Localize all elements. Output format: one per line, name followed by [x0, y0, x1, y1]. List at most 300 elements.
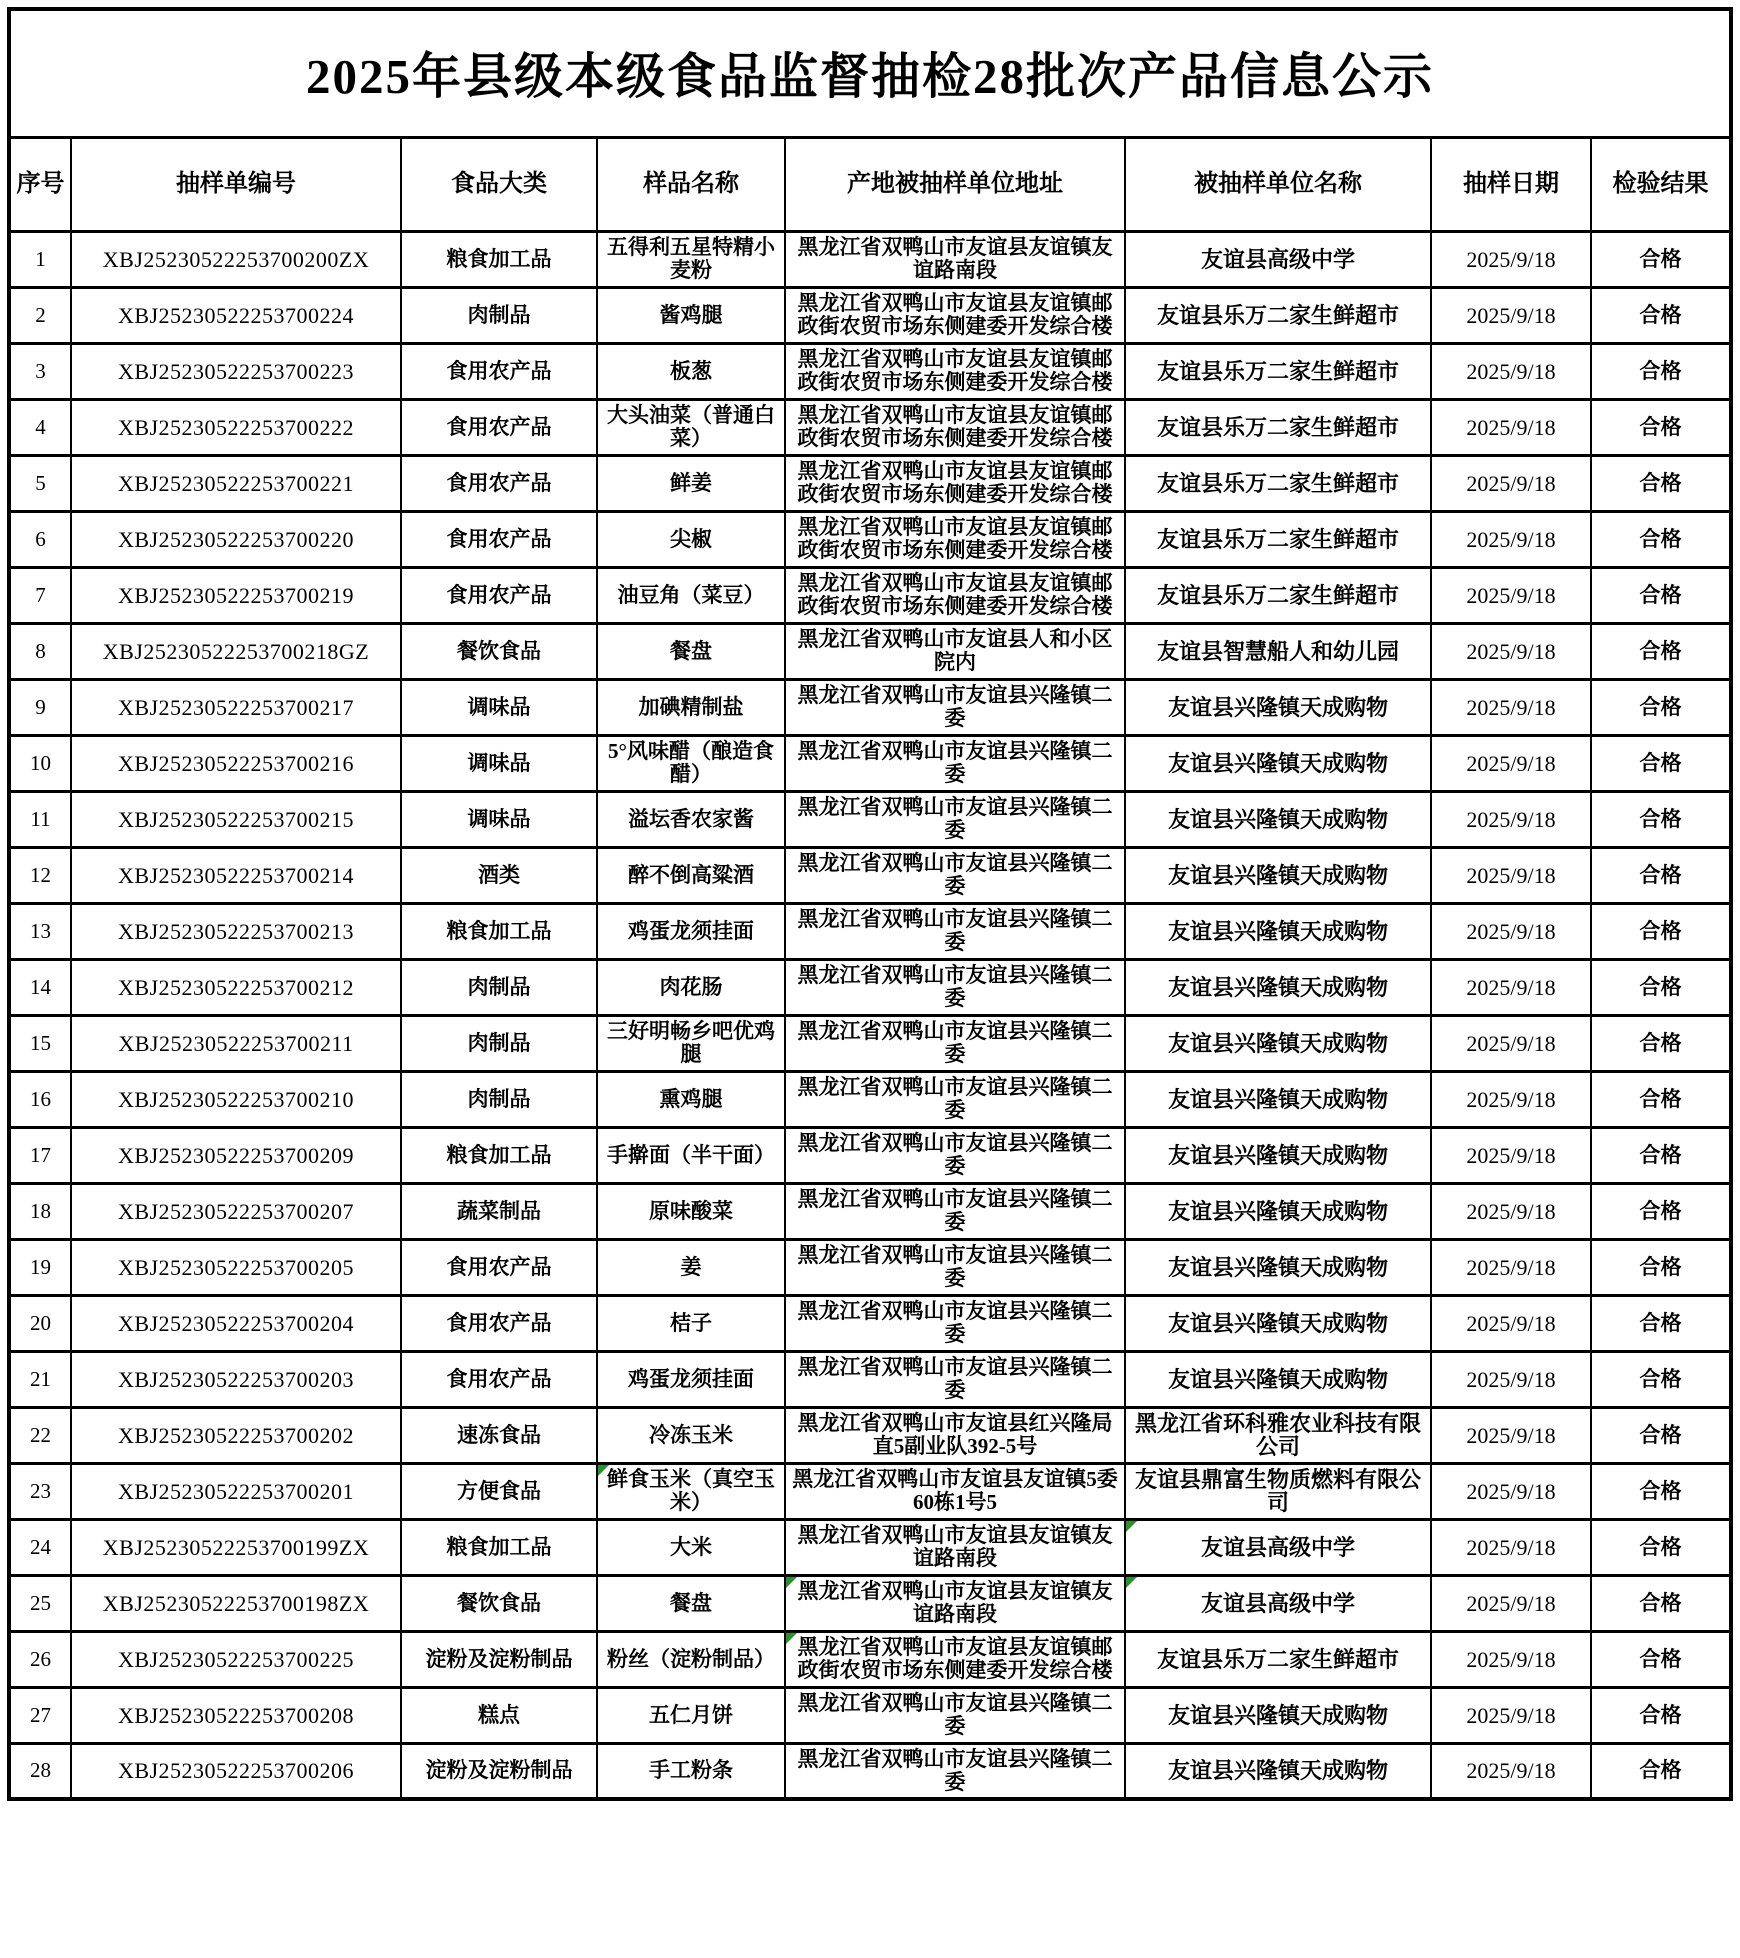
cell-unit-name [1125, 1743, 1431, 1799]
cell-date [1431, 1127, 1591, 1183]
cell-category [401, 1127, 597, 1183]
cell-text-date: 2025/9/18 [1466, 694, 1556, 720]
cell-text-category: 肉制品 [467, 302, 531, 327]
cell-unit-name [1125, 455, 1431, 511]
comment-marker-icon [786, 1633, 797, 1644]
cell-address [785, 735, 1125, 791]
cell-unit-name [1125, 903, 1431, 959]
table-row [9, 1463, 1731, 1519]
cell-text-address: 黑龙江省双鸭山市友谊县兴隆镇二委 [797, 1075, 1113, 1122]
cell-text-unit: 友谊县鼎富生物质燃料有限公司 [1134, 1467, 1421, 1515]
cell-text-name: 粉丝（淀粉制品） [607, 1646, 775, 1671]
cell-text-sample_id: XBJ25230522253700207 [117, 1198, 355, 1224]
cell-sample-name [597, 1463, 785, 1519]
cell-address [785, 903, 1125, 959]
cell-category [401, 1239, 597, 1295]
cell-text-category: 食用农产品 [446, 358, 552, 383]
cell-result [1591, 1127, 1731, 1183]
cell-text-date: 2025/9/18 [1466, 1366, 1556, 1392]
cell-text-result: 合格 [1639, 1198, 1682, 1223]
cell-text-result: 合格 [1639, 1646, 1682, 1671]
cell-text-no: 9 [35, 694, 46, 719]
cell-text-date: 2025/9/18 [1466, 246, 1556, 272]
cell-text-address: 黑龙江省双鸭山市友谊县兴隆镇二委 [797, 907, 1113, 954]
cell-unit-name [1125, 1071, 1431, 1127]
cell-address [785, 1463, 1125, 1519]
cell-text-category: 肉制品 [467, 974, 531, 999]
cell-text-date: 2025/9/18 [1466, 1702, 1556, 1728]
cell-unit-name [1125, 623, 1431, 679]
cell-sample-name [597, 1015, 785, 1071]
cell-text-result: 合格 [1639, 302, 1682, 327]
cell-text-address: 黑龙江省双鸭山市友谊县兴隆镇二委 [797, 683, 1113, 730]
cell-result [1591, 399, 1731, 455]
cell-text-sample_id: XBJ25230522253700220 [117, 526, 355, 552]
cell-sample-id [71, 623, 401, 679]
cell-unit-name [1125, 1183, 1431, 1239]
cell-unit-name [1125, 1687, 1431, 1743]
cell-sample-id [71, 679, 401, 735]
cell-text-sample_id: XBJ25230522253700213 [117, 918, 355, 944]
cell-unit-name [1125, 1631, 1431, 1687]
cell-index [9, 231, 71, 287]
cell-text-sample_id: XBJ25230522253700204 [117, 1310, 355, 1336]
cell-text-unit: 友谊县兴隆镇天成购物 [1167, 862, 1388, 888]
cell-date [1431, 1463, 1591, 1519]
cell-text-no: 1 [35, 246, 46, 271]
cell-text-result: 合格 [1639, 1702, 1682, 1727]
cell-sample-id [71, 1687, 401, 1743]
table-row [9, 455, 1731, 511]
cell-address [785, 1631, 1125, 1687]
table-row [9, 679, 1731, 735]
cell-text-category: 食用农产品 [446, 470, 552, 495]
cell-result [1591, 1407, 1731, 1463]
cell-unit-name [1125, 847, 1431, 903]
cell-sample-name [597, 231, 785, 287]
cell-text-result: 合格 [1639, 1758, 1682, 1783]
cell-address [785, 1687, 1125, 1743]
cell-text-address: 黑龙江省双鸭山市友谊县友谊镇友谊路南段 [797, 1523, 1113, 1570]
cell-index [9, 847, 71, 903]
cell-text-result: 合格 [1639, 750, 1682, 775]
cell-date [1431, 511, 1591, 567]
cell-text-date: 2025/9/18 [1466, 1030, 1556, 1056]
cell-category [401, 1463, 597, 1519]
cell-text-result: 合格 [1639, 1422, 1682, 1447]
cell-address [785, 1351, 1125, 1407]
cell-text-sample_id: XBJ25230522253700223 [117, 358, 355, 384]
cell-unit-name [1125, 1519, 1431, 1575]
cell-text-no: 15 [30, 1030, 51, 1055]
cell-text-name: 原味酸菜 [649, 1198, 733, 1223]
cell-sample-name [597, 343, 785, 399]
cell-text-unit: 友谊县兴隆镇天成购物 [1167, 1758, 1388, 1784]
cell-text-category: 淀粉及淀粉制品 [425, 1646, 573, 1671]
cell-text-no: 11 [30, 806, 51, 831]
cell-text-date: 2025/9/18 [1466, 414, 1556, 440]
cell-text-category: 粮食加工品 [446, 1534, 552, 1559]
cell-text-category: 餐饮食品 [457, 1590, 541, 1615]
cell-text-unit: 友谊县兴隆镇天成购物 [1167, 1030, 1388, 1056]
cell-index [9, 343, 71, 399]
cell-text-no: 23 [30, 1478, 51, 1503]
cell-unit-name [1125, 231, 1431, 287]
cell-text-name: 姜 [680, 1254, 702, 1279]
cell-index [9, 1351, 71, 1407]
cell-address [785, 287, 1125, 343]
cell-date [1431, 1351, 1591, 1407]
cell-text-sample_id: XBJ25230522253700205 [117, 1254, 355, 1280]
cell-text-unit: 友谊县兴隆镇天成购物 [1167, 806, 1388, 832]
cell-text-name: 五得利五星特精小麦粉 [607, 235, 775, 282]
col-header-sample-name: 样品名称 [597, 137, 785, 231]
cell-text-date: 2025/9/18 [1466, 1478, 1556, 1504]
cell-text-no: 22 [30, 1422, 51, 1447]
cell-result [1591, 1351, 1731, 1407]
cell-sample-id [71, 567, 401, 623]
cell-text-name: 油豆角（菜豆） [617, 582, 765, 607]
cell-text-category: 食用农产品 [446, 526, 552, 551]
cell-text-no: 20 [30, 1310, 51, 1335]
cell-text-sample_id: XBJ25230522253700216 [117, 750, 355, 776]
cell-address [785, 959, 1125, 1015]
cell-text-category: 调味品 [467, 806, 531, 831]
cell-sample-name [597, 1295, 785, 1351]
cell-text-category: 糕点 [478, 1702, 520, 1727]
cell-category [401, 567, 597, 623]
col-header-date: 抽样日期 [1431, 137, 1591, 231]
cell-text-no: 24 [30, 1534, 51, 1559]
cell-text-category: 粮食加工品 [446, 246, 552, 271]
cell-text-sample_id: XBJ25230522253700219 [117, 582, 355, 608]
cell-date [1431, 287, 1591, 343]
cell-text-sample_id: XBJ25230522253700202 [117, 1422, 355, 1448]
table-row [9, 1407, 1731, 1463]
col-header-sample-id: 抽样单编号 [71, 137, 401, 231]
cell-category [401, 1015, 597, 1071]
cell-text-unit: 友谊县兴隆镇天成购物 [1167, 1366, 1388, 1392]
cell-category [401, 1743, 597, 1799]
cell-sample-id [71, 287, 401, 343]
cell-text-no: 28 [30, 1758, 51, 1783]
cell-address [785, 399, 1125, 455]
cell-address [785, 511, 1125, 567]
cell-text-address: 黑龙江省双鸭山市友谊县红兴隆局直5副业队392-5号 [797, 1411, 1113, 1458]
cell-category [401, 231, 597, 287]
cell-date [1431, 1015, 1591, 1071]
cell-sample-id [71, 1519, 401, 1575]
cell-address [785, 1743, 1125, 1799]
cell-unit-name [1125, 1239, 1431, 1295]
table-row [9, 1295, 1731, 1351]
cell-sample-id [71, 1295, 401, 1351]
cell-text-name: 肉花肠 [659, 974, 723, 999]
cell-text-name: 桔子 [670, 1310, 712, 1335]
cell-text-result: 合格 [1639, 358, 1682, 383]
cell-text-result: 合格 [1639, 526, 1682, 551]
cell-text-unit: 友谊县乐万二家生鲜超市 [1156, 470, 1399, 496]
cell-text-address: 黑龙江省双鸭山市友谊县友谊镇邮政街农贸市场东侧建委开发综合楼 [797, 571, 1113, 618]
cell-text-category: 方便食品 [457, 1478, 541, 1503]
cell-text-date: 2025/9/18 [1466, 918, 1556, 944]
cell-address [785, 1575, 1125, 1631]
cell-text-address: 黑龙江省双鸭山市友谊县友谊镇邮政街农贸市场东侧建委开发综合楼 [797, 515, 1113, 562]
cell-text-name: 酱鸡腿 [659, 302, 723, 327]
cell-text-address: 黑龙江省双鸭山市友谊县友谊镇邮政街农贸市场东侧建委开发综合楼 [797, 347, 1113, 394]
cell-address [785, 1015, 1125, 1071]
cell-text-date: 2025/9/18 [1466, 750, 1556, 776]
cell-text-sample_id: XBJ25230522253700210 [117, 1086, 355, 1112]
cell-index [9, 1463, 71, 1519]
cell-text-result: 合格 [1639, 694, 1682, 719]
cell-text-sample_id: XBJ25230522253700224 [117, 302, 355, 328]
cell-date [1431, 847, 1591, 903]
table-body [9, 231, 1731, 1799]
cell-category [401, 1519, 597, 1575]
cell-text-no: 6 [35, 526, 46, 551]
cell-sample-name [597, 903, 785, 959]
cell-address [785, 1519, 1125, 1575]
cell-category [401, 511, 597, 567]
cell-text-name: 餐盘 [670, 1590, 712, 1615]
col-header-result: 检验结果 [1591, 137, 1731, 231]
cell-sample-id [71, 455, 401, 511]
cell-result [1591, 1295, 1731, 1351]
cell-text-category: 餐饮食品 [457, 638, 541, 663]
cell-text-unit: 友谊县兴隆镇天成购物 [1167, 1198, 1388, 1224]
cell-category [401, 903, 597, 959]
cell-date [1431, 1519, 1591, 1575]
cell-unit-name [1125, 399, 1431, 455]
cell-text-unit: 友谊县兴隆镇天成购物 [1167, 694, 1388, 720]
table-row [9, 847, 1731, 903]
cell-text-no: 10 [30, 750, 51, 775]
cell-date [1431, 567, 1591, 623]
cell-text-address: 黑龙江省双鸭山市友谊县人和小区院内 [797, 627, 1113, 674]
cell-result [1591, 791, 1731, 847]
cell-text-result: 合格 [1639, 414, 1682, 439]
cell-sample-name [597, 847, 785, 903]
cell-unit-name [1125, 343, 1431, 399]
cell-address [785, 455, 1125, 511]
cell-sample-name [597, 1239, 785, 1295]
cell-result [1591, 735, 1731, 791]
cell-text-sample_id: XBJ25230522253700221 [117, 470, 355, 496]
table-row [9, 735, 1731, 791]
cell-result [1591, 1519, 1731, 1575]
cell-text-sample_id: XBJ25230522253700211 [118, 1030, 354, 1056]
cell-sample-name [597, 567, 785, 623]
cell-text-unit: 友谊县高级中学 [1200, 1590, 1355, 1616]
cell-text-sample_id: XBJ25230522253700209 [117, 1142, 355, 1168]
cell-text-category: 肉制品 [467, 1030, 531, 1055]
cell-text-name: 三好明畅乡吧优鸡腿 [607, 1019, 775, 1066]
cell-text-unit: 友谊县乐万二家生鲜超市 [1156, 526, 1399, 552]
cell-text-category: 食用农产品 [446, 582, 552, 607]
comment-marker-icon [786, 1577, 797, 1588]
cell-text-category: 肉制品 [467, 1086, 531, 1111]
cell-sample-name [597, 679, 785, 735]
col-header-index: 序号 [9, 137, 71, 231]
cell-index [9, 735, 71, 791]
cell-sample-name [597, 511, 785, 567]
header-row [9, 137, 1731, 231]
cell-unit-name [1125, 511, 1431, 567]
cell-sample-id [71, 343, 401, 399]
cell-text-sample_id: XBJ25230522253700212 [117, 974, 355, 1000]
cell-text-unit: 友谊县兴隆镇天成购物 [1167, 750, 1388, 776]
cell-date [1431, 231, 1591, 287]
cell-sample-id [71, 1351, 401, 1407]
cell-text-date: 2025/9/18 [1466, 974, 1556, 1000]
cell-text-sample_id: XBJ25230522253700208 [117, 1702, 355, 1728]
cell-address [785, 343, 1125, 399]
cell-text-result: 合格 [1639, 806, 1682, 831]
cell-sample-id [71, 1127, 401, 1183]
cell-text-unit: 黑龙江省环科雅农业科技有限公司 [1134, 1411, 1421, 1459]
cell-sample-id [71, 1183, 401, 1239]
cell-text-unit: 友谊县兴隆镇天成购物 [1167, 918, 1388, 944]
cell-text-address: 黑龙江省双鸭山市友谊县兴隆镇二委 [797, 1746, 1113, 1794]
cell-text-no: 13 [30, 918, 51, 943]
cell-index [9, 903, 71, 959]
cell-text-address: 黑龙江省双鸭山市友谊县兴隆镇二委 [797, 963, 1113, 1010]
table-row [9, 231, 1731, 287]
cell-result [1591, 1631, 1731, 1687]
cell-text-no: 16 [30, 1086, 51, 1111]
cell-result [1591, 1071, 1731, 1127]
cell-category [401, 1351, 597, 1407]
cell-text-result: 合格 [1639, 974, 1682, 999]
cell-text-result: 合格 [1639, 918, 1682, 943]
table-row [9, 791, 1731, 847]
cell-text-name: 餐盘 [670, 638, 712, 663]
cell-text-date: 2025/9/18 [1466, 1310, 1556, 1336]
table-row [9, 343, 1731, 399]
cell-text-sample_id: XBJ25230522253700203 [117, 1366, 355, 1392]
cell-sample-name [597, 1407, 785, 1463]
cell-date [1431, 1687, 1591, 1743]
cell-sample-name [597, 1071, 785, 1127]
cell-category [401, 623, 597, 679]
cell-text-sample_id: XBJ25230522253700222 [117, 414, 355, 440]
cell-text-result: 合格 [1639, 1086, 1682, 1111]
cell-text-address: 黑龙江省双鸭山市友谊县兴隆镇二委 [797, 739, 1113, 786]
cell-text-result: 合格 [1639, 1590, 1682, 1615]
cell-category [401, 959, 597, 1015]
cell-unit-name [1125, 567, 1431, 623]
cell-unit-name [1125, 1407, 1431, 1463]
cell-sample-id [71, 959, 401, 1015]
cell-unit-name [1125, 1127, 1431, 1183]
cell-result [1591, 903, 1731, 959]
cell-text-result: 合格 [1639, 1254, 1682, 1279]
cell-category [401, 455, 597, 511]
cell-index [9, 959, 71, 1015]
cell-sample-name [597, 1519, 785, 1575]
cell-sample-name [597, 455, 785, 511]
cell-text-sample_id: XBJ25230522253700225 [117, 1646, 355, 1672]
cell-text-no: 7 [35, 582, 46, 607]
comment-marker-icon [598, 1465, 609, 1476]
cell-address [785, 791, 1125, 847]
cell-text-sample_id: XBJ25230522253700198ZX [102, 1590, 370, 1616]
cell-category [401, 1407, 597, 1463]
cell-text-unit: 友谊县智慧船人和幼儿园 [1156, 638, 1399, 664]
cell-date [1431, 399, 1591, 455]
cell-text-category: 酒类 [478, 862, 520, 887]
cell-category [401, 1631, 597, 1687]
cell-text-sample_id: XBJ25230522253700206 [117, 1758, 355, 1784]
cell-sample-id [71, 791, 401, 847]
cell-date [1431, 1743, 1591, 1799]
cell-text-address: 黑龙江省双鸭山市友谊县兴隆镇二委 [797, 1187, 1113, 1234]
cell-text-sample_id: XBJ25230522253700199ZX [102, 1534, 370, 1560]
cell-date [1431, 455, 1591, 511]
cell-text-name: 鸡蛋龙须挂面 [628, 1366, 754, 1391]
cell-text-address: 黑龙江省双鸭山市友谊县友谊镇友谊路南段 [797, 235, 1113, 282]
cell-result [1591, 679, 1731, 735]
cell-result [1591, 959, 1731, 1015]
cell-sample-id [71, 847, 401, 903]
cell-text-name: 加碘精制盐 [638, 694, 744, 719]
cell-sample-name [597, 1631, 785, 1687]
cell-unit-name [1125, 1015, 1431, 1071]
cell-text-result: 合格 [1639, 582, 1682, 607]
cell-unit-name [1125, 735, 1431, 791]
cell-sample-name [597, 791, 785, 847]
table-row [9, 1687, 1731, 1743]
table-row [9, 1127, 1731, 1183]
cell-sample-name [597, 959, 785, 1015]
col-header-address: 产地被抽样单位地址 [785, 137, 1125, 231]
cell-text-no: 19 [30, 1254, 51, 1279]
cell-text-result: 合格 [1639, 1366, 1682, 1391]
cell-result [1591, 1239, 1731, 1295]
cell-date [1431, 791, 1591, 847]
cell-sample-id [71, 231, 401, 287]
cell-text-date: 2025/9/18 [1466, 1758, 1556, 1784]
cell-text-result: 合格 [1639, 1310, 1682, 1335]
cell-date [1431, 1407, 1591, 1463]
cell-category [401, 735, 597, 791]
cell-text-no: 8 [35, 638, 46, 663]
cell-index [9, 1687, 71, 1743]
cell-text-unit: 友谊县兴隆镇天成购物 [1167, 1254, 1388, 1280]
cell-text-category: 食用农产品 [446, 1310, 552, 1335]
cell-date [1431, 1239, 1591, 1295]
cell-result [1591, 1575, 1731, 1631]
cell-text-address: 黑龙江省双鸭山市友谊县友谊镇5委60栋1号5 [792, 1467, 1118, 1514]
cell-text-date: 2025/9/18 [1466, 1198, 1556, 1224]
table-row [9, 623, 1731, 679]
cell-sample-id [71, 511, 401, 567]
cell-text-name: 5°风味醋（酿造食醋） [608, 739, 774, 786]
cell-text-name: 手工粉条 [649, 1758, 733, 1783]
cell-index [9, 1631, 71, 1687]
table-row [9, 1743, 1731, 1799]
cell-text-date: 2025/9/18 [1466, 582, 1556, 608]
cell-sample-name [597, 287, 785, 343]
cell-date [1431, 1295, 1591, 1351]
cell-text-date: 2025/9/18 [1466, 1254, 1556, 1280]
cell-date [1431, 959, 1591, 1015]
cell-index [9, 679, 71, 735]
cell-text-address: 黑龙江省双鸭山市友谊县友谊镇邮政街农贸市场东侧建委开发综合楼 [797, 403, 1113, 450]
cell-text-name: 尖椒 [670, 526, 712, 551]
cell-text-address: 黑龙江省双鸭山市友谊县友谊镇友谊路南段 [797, 1579, 1113, 1626]
